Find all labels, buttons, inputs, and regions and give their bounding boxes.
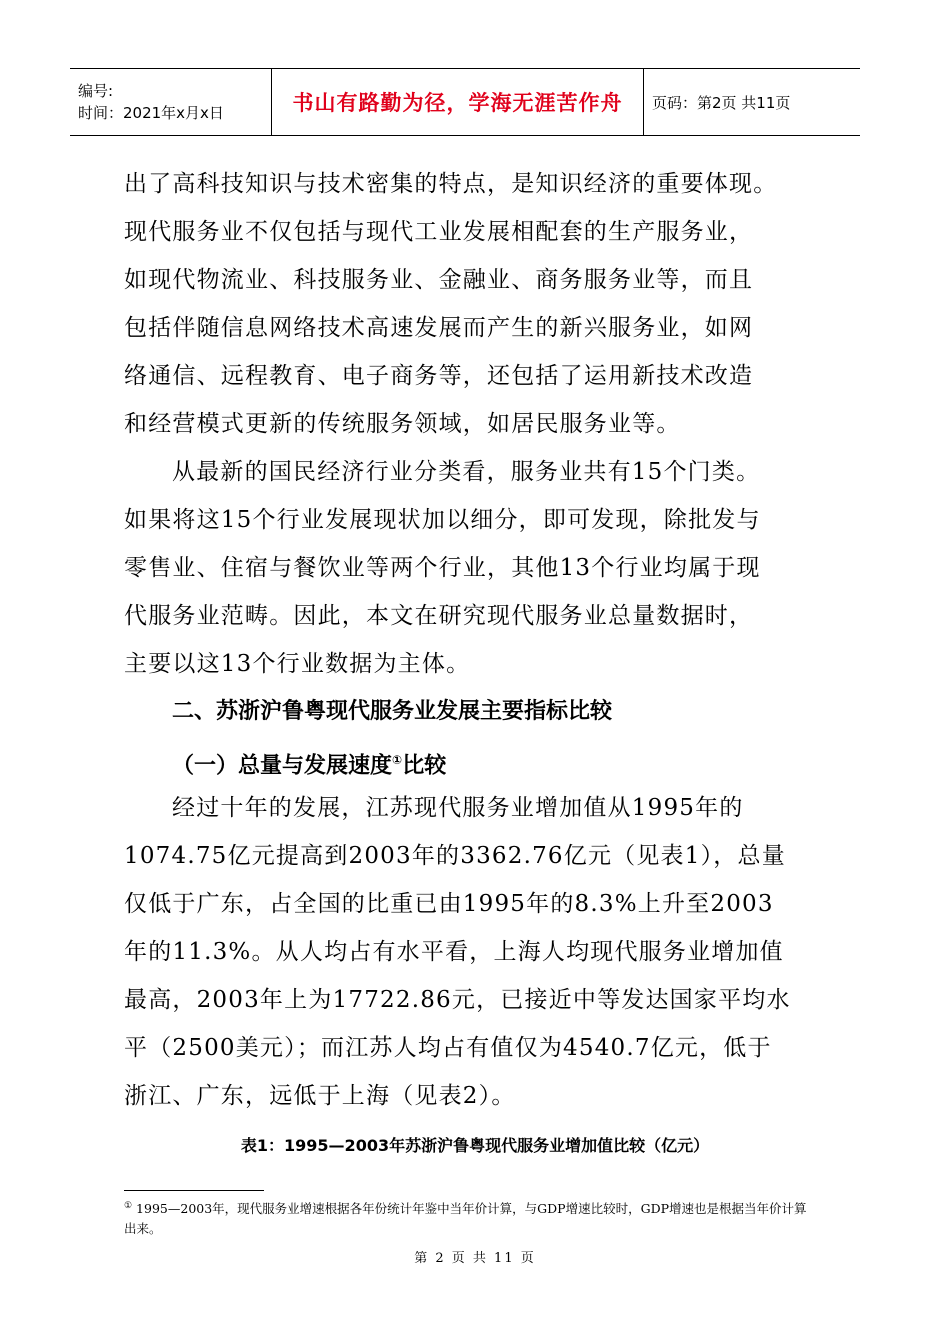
body-line: 1074.75亿元提高到2003年的3362.76亿元（见表1），总量 [124, 843, 786, 869]
document-body [124, 160, 814, 1120]
body-line: 零售业、住宿与餐饮业等两个行业，其他13个行业均属于现 [124, 555, 761, 581]
body-line: 出了高科技知识与技术密集的特点，是知识经济的重要体现。 [124, 171, 778, 197]
header-page-info: 页码：第2页 共11页 [652, 93, 791, 112]
body-line: 现代服务业不仅包括与现代工业发展相配套的生产服务业， [124, 219, 754, 245]
body-line: 代服务业范畴。因此，本文在研究现代服务业总量数据时， [124, 603, 754, 629]
footnote-text: 1995—2003年，现代服务业增速根据各年份统计年鉴中当年价计算，与GDP增速比较时，GDP增速也是根据当年价计算出来。 [124, 1201, 807, 1237]
body-line: 如果将这15个行业发展现状加以细分，即可发现，除批发与 [124, 507, 761, 533]
footnote-marker: ① [124, 1201, 133, 1211]
document-number-label: 编号: [78, 82, 114, 100]
section-heading: 二、苏浙沪鲁粤现代服务业发展主要指标比较 [172, 699, 613, 724]
subsection-heading-text: （一）总量与发展速度 [172, 753, 393, 779]
header-motto: 书山有路勤为径，学海无涯苦作舟 [272, 69, 644, 135]
body-line: 经过十年的发展，江苏现代服务业增加值从1995年的 [172, 795, 744, 821]
body-line: 平（2500美元）；而江苏人均占有值仅为4540.7亿元，低于 [124, 1035, 772, 1061]
document-time-label: 时间：2021年x月x日 [78, 104, 224, 122]
body-line: 如现代物流业、科技服务业、金融业、商务服务业等，而且 [124, 267, 754, 293]
subsection-heading [124, 736, 814, 784]
footnote-ref[interactable]: ① [392, 753, 403, 767]
body-line: 主要以这13个行业数据为主体。 [124, 651, 471, 677]
header-meta [70, 69, 272, 135]
body-line: 浙江、广东，远低于上海（见表2）。 [124, 1083, 516, 1109]
footnote-divider [124, 1190, 264, 1191]
table-caption: 表1：1995—2003年苏浙沪鲁粤现代服务业增加值比较（亿元） [240, 1136, 710, 1155]
page-header [70, 68, 860, 136]
body-line: 络通信、远程教育、电子商务等，还包括了运用新技术改造 [124, 363, 754, 389]
body-line: 从最新的国民经济行业分类看，服务业共有15个门类。 [172, 459, 761, 485]
page-number: 第 2 页 共 11 页 [414, 1251, 536, 1266]
footnote [124, 1196, 814, 1239]
body-line: 年的11.3%。从人均占有水平看，上海人均现代服务业增加值 [124, 939, 784, 965]
body-line: 和经营模式更新的传统服务领域，如居民服务业等。 [124, 411, 681, 437]
body-line: 仅低于广东，占全国的比重已由1995年的8.3%上升至2003 [124, 891, 774, 917]
body-line: 包括伴随信息网络技术高速发展而产生的新兴服务业，如网 [124, 315, 754, 341]
body-line: 最高，2003年上为17722.86元，已接近中等发达国家平均水 [124, 987, 791, 1013]
subsection-heading-tail: 比较 [402, 753, 447, 779]
